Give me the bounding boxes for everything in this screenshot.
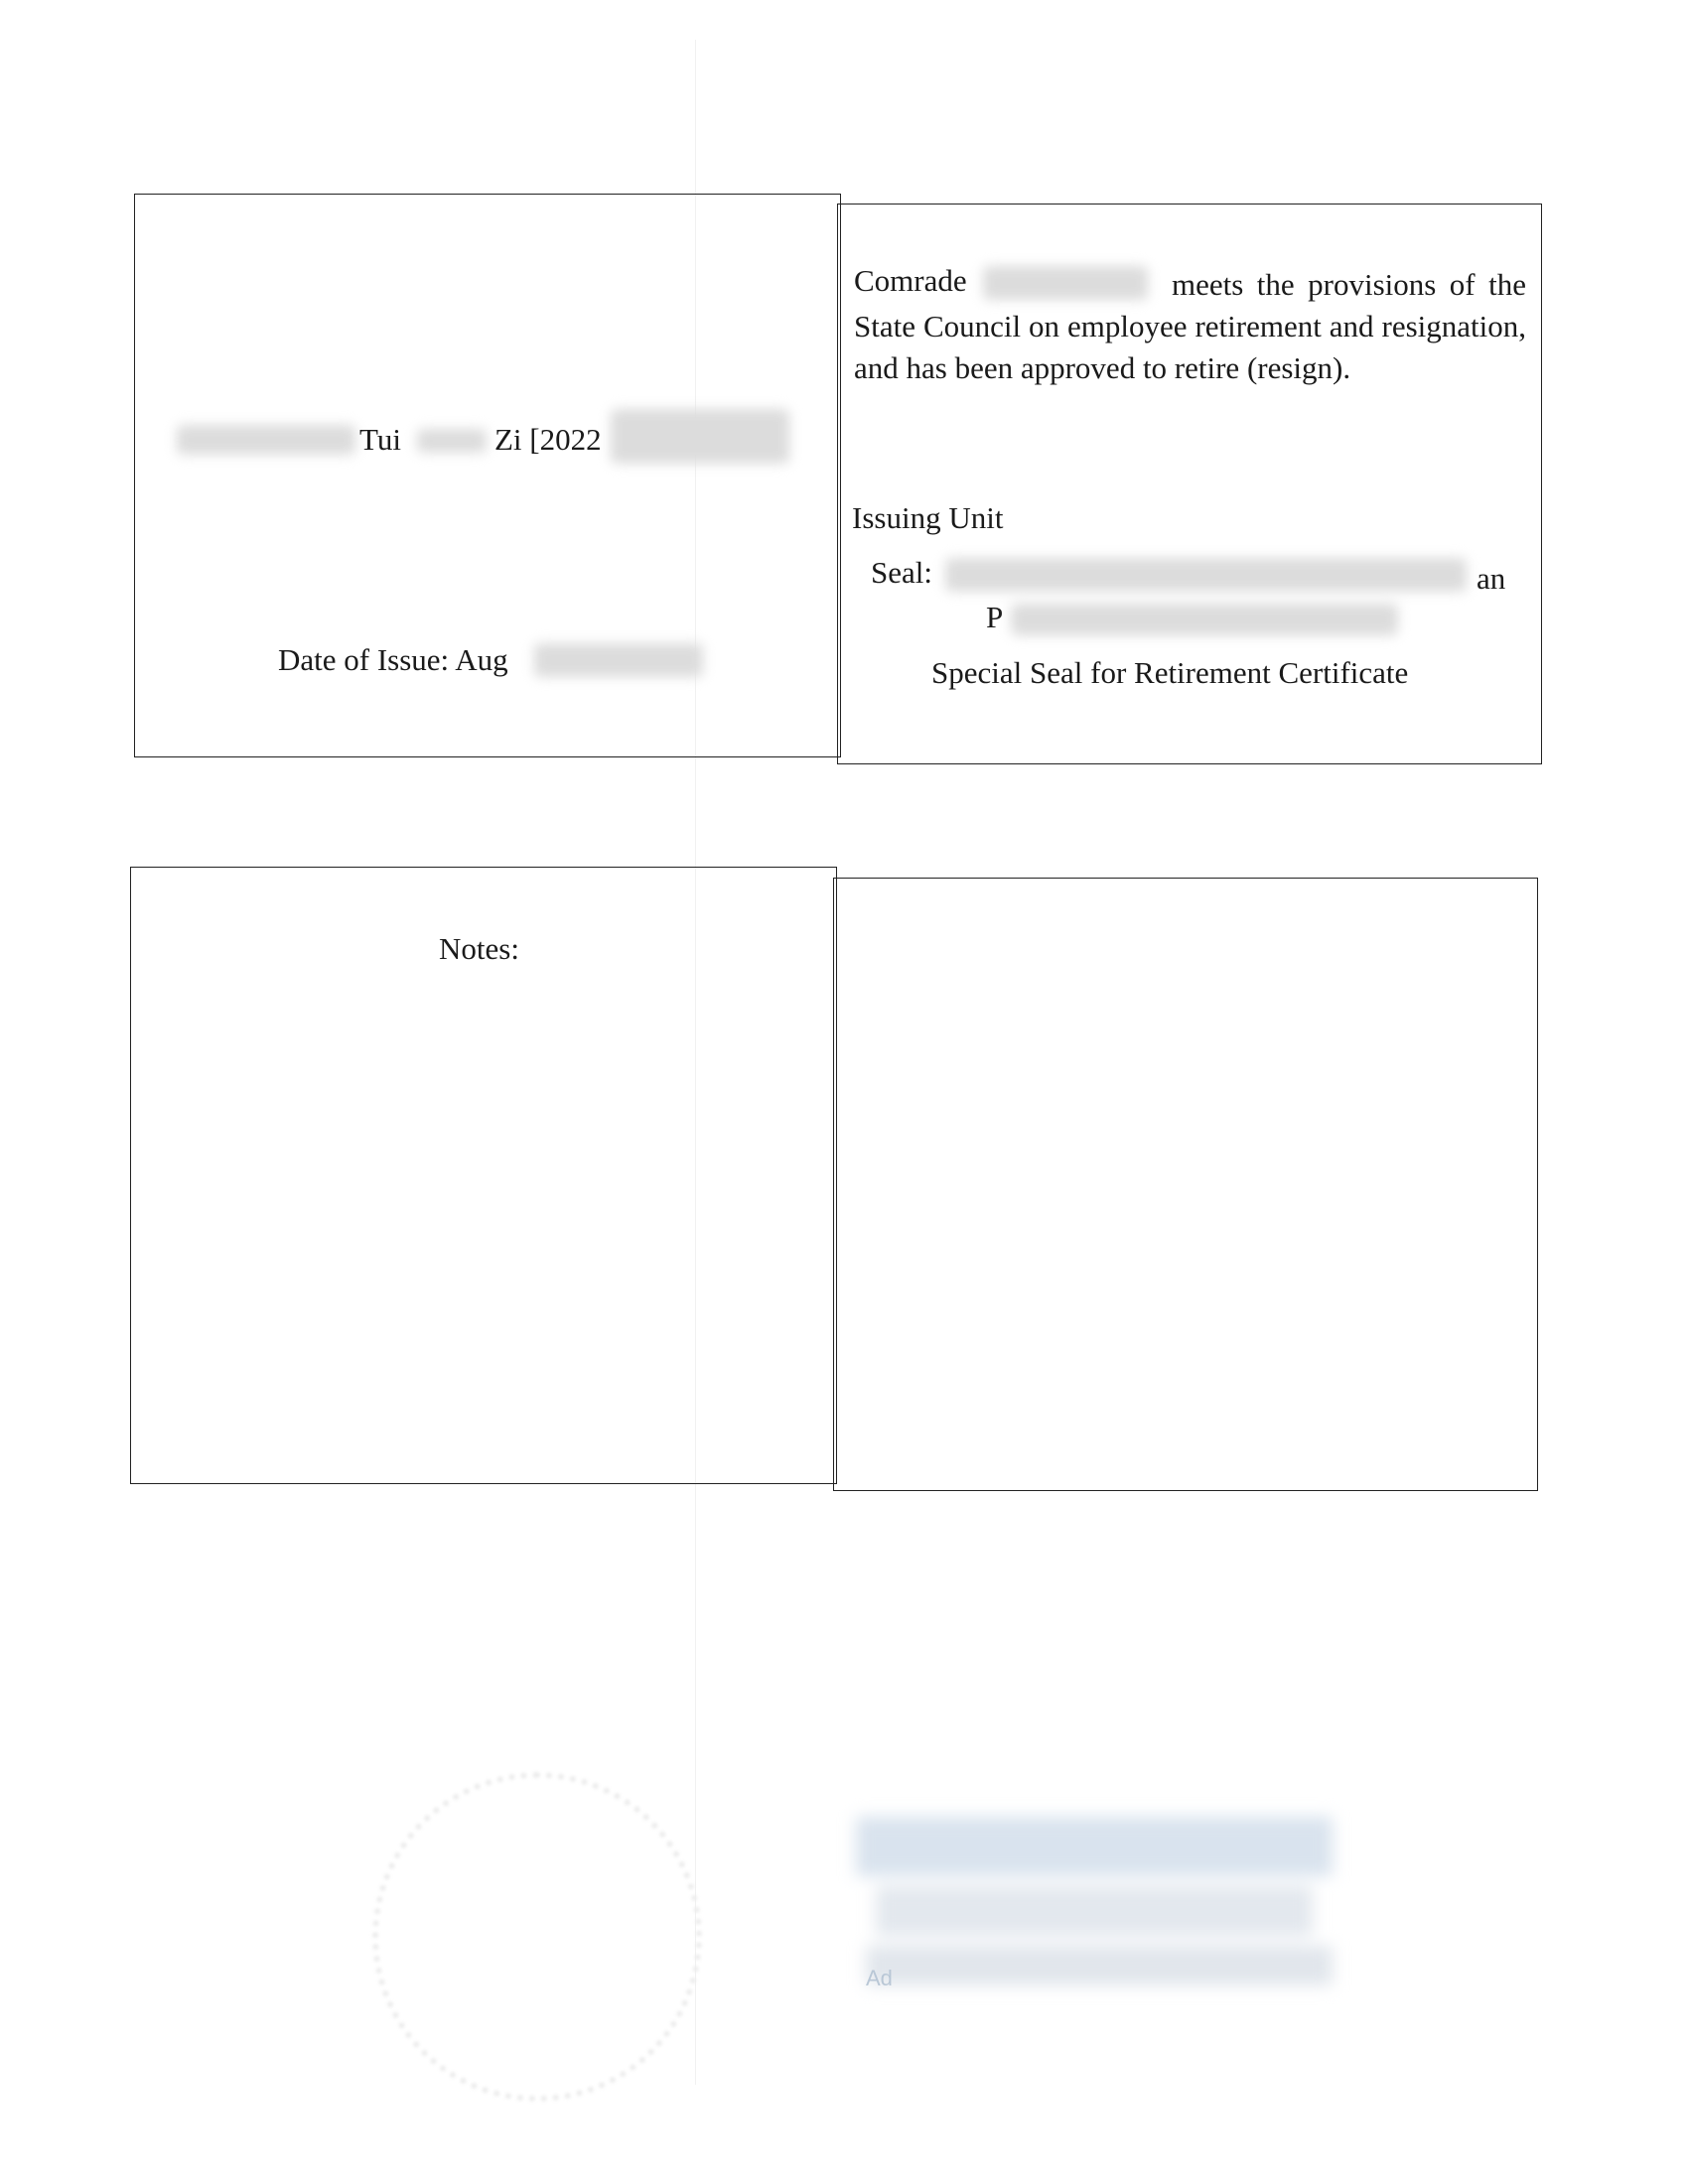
redacted-seal-name (945, 558, 1467, 592)
redacted-region (417, 429, 487, 453)
seal-name-second-line: P (986, 600, 1004, 634)
document-number-prefix: Tui (359, 422, 401, 457)
seal-name-fragment: an (1477, 561, 1506, 596)
blank-panel (833, 878, 1538, 1491)
redacted-seal-name (1011, 604, 1398, 635)
redacted-region (177, 425, 355, 455)
seal-label: Seal: (871, 555, 932, 590)
special-seal-text: Special Seal for Retirement Certificate (931, 655, 1409, 690)
faint-official-seal (372, 1772, 702, 2102)
notes-label: Notes: (439, 931, 519, 966)
redacted-region (534, 643, 703, 677)
address-fragment: Ad (866, 1966, 893, 1990)
date-of-issue: Date of Issue: Aug (278, 642, 508, 677)
document-number: Zi [2022 (494, 422, 602, 457)
redacted-region (611, 409, 789, 464)
issuing-unit-label: Issuing Unit (852, 500, 1004, 535)
comrade-label: Comrade (854, 263, 967, 298)
approval-statement: meets the provisions of the State Council on employee retirement and resignation, and has been approved to retire (resign). (854, 267, 1526, 385)
blurred-address-stamp (856, 1817, 1352, 1995)
